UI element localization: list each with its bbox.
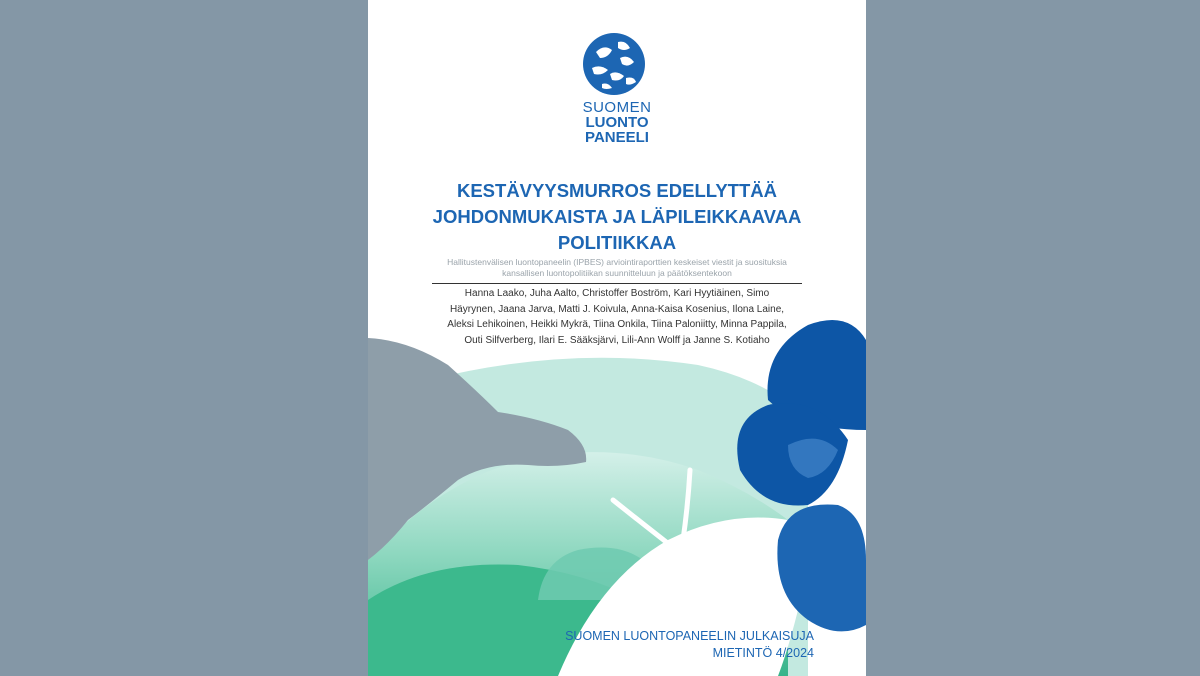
org-name-line-2: LUONTO bbox=[585, 114, 649, 131]
publication-series: SUOMEN LUONTOPANEELIN JULKAISUJA bbox=[565, 629, 814, 643]
report-subtitle bbox=[408, 257, 826, 279]
report-cover bbox=[368, 0, 866, 676]
org-name bbox=[368, 100, 866, 145]
authors-line-3: Aleksi Lehikoinen, Heikki Mykrä, Tiina Onkila, Tiina Paloniitty, Minna Pappila, bbox=[447, 319, 787, 330]
author-list bbox=[408, 286, 826, 348]
report-number: MIETINTÖ 4/2024 bbox=[712, 646, 814, 660]
title-line-1: KESTÄVYYSMURROS EDELLYTTÄÄ bbox=[456, 180, 778, 201]
report-title bbox=[408, 178, 826, 256]
org-name-line-3: PANEELI bbox=[585, 129, 649, 146]
divider bbox=[432, 283, 802, 284]
org-name-line-1: SUOMEN bbox=[582, 99, 652, 116]
subtitle-line-2: kansallisen luontopolitiikan suunnitteluun ja päätöksentekoon bbox=[502, 268, 732, 278]
authors-line-4: Outi Silfverberg, Ilari E. Sääksjärvi, Lili-Ann Wolff ja Janne S. Kotiaho bbox=[464, 334, 770, 346]
subtitle-line-1: Hallitustenvälisen luontopaneelin (IPBES) arviointiraporttien keskeiset viestit ja suosituksia bbox=[447, 257, 787, 267]
luontopaneeli-logo-icon bbox=[582, 32, 646, 96]
title-line-2: JOHDONMUKAISTA JA LÄPILEIKKAAVAA bbox=[432, 206, 802, 227]
title-line-3: POLITIIKKAA bbox=[557, 232, 677, 253]
authors-line-2: Häyrynen, Jaana Jarva, Matti J. Koivula, Anna-Kaisa Kosenius, Ilona Laine, bbox=[449, 303, 785, 315]
authors-line-1: Hanna Laako, Juha Aalto, Christoffer Boström, Kari Hyytiäinen, Simo bbox=[464, 288, 770, 299]
